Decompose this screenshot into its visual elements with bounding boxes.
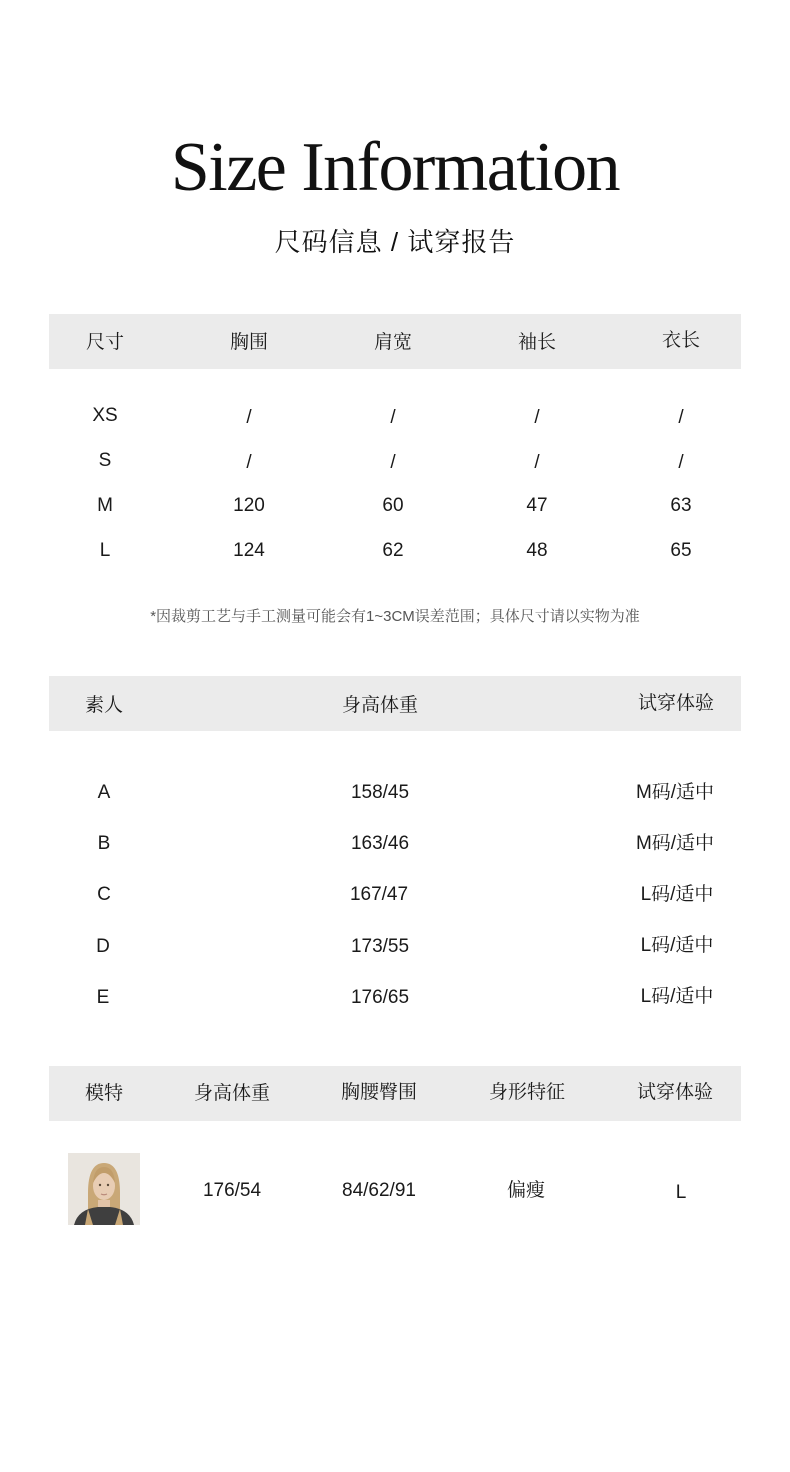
size-header-chest: 胸围 [229,332,269,353]
size-row-m-sleeve: 47 [526,495,548,516]
size-row-s-length: / [678,452,684,473]
size-row-m-size: M [97,495,113,516]
trial-row-a-person: A [97,782,111,803]
trial-row-d-person: D [96,936,110,957]
page-subtitle: 尺码信息 / 试穿报告 [274,227,516,257]
trial-row-b-fit: M码/适中 [635,833,715,854]
model-body-type: 偏瘦 [506,1180,546,1201]
model-header-fit: 试穿体验 [636,1082,714,1103]
size-row-m-shoulder: 60 [382,495,404,516]
trial-row-d-fit: L码/适中 [640,935,714,956]
size-header-sleeve: 袖长 [517,332,557,353]
size-row-m-chest: 120 [233,495,265,516]
size-row-s-shoulder: / [390,452,396,473]
size-row-xs-chest: / [246,407,252,428]
model-fit: L [675,1182,687,1203]
trial-row-b-height-weight: 163/46 [350,833,410,854]
model-portrait-icon [68,1153,140,1225]
model-header-body-type: 身形特征 [488,1082,566,1103]
size-row-xs-size: XS [92,405,118,426]
page-title: Size Information [170,129,620,206]
model-header-model: 模特 [84,1083,124,1104]
size-header-shoulder: 肩宽 [373,332,413,353]
size-row-s-chest: / [246,452,252,473]
trial-row-a-fit: M码/适中 [635,782,715,803]
size-row-l-length: 65 [670,540,692,561]
size-row-xs-sleeve: / [534,407,540,428]
trial-row-c-fit: L码/适中 [640,884,714,905]
model-header-height-weight: 身高体重 [193,1083,271,1104]
size-row-m-length: 63 [670,495,692,516]
trial-row-b-person: B [97,833,111,854]
model-photo [68,1153,140,1225]
trial-row-c-height-weight: 167/47 [349,884,409,905]
size-row-l-sleeve: 48 [526,540,548,561]
model-measurements: 84/62/91 [342,1180,416,1201]
size-row-l-size: L [99,540,111,561]
trial-row-e-person: E [96,987,110,1008]
trial-row-e-height-weight: 176/65 [350,987,410,1008]
size-row-xs-shoulder: / [390,407,396,428]
size-header-length: 衣长 [661,330,701,351]
trial-header-fit: 试穿体验 [637,693,715,714]
size-row-l-shoulder: 62 [382,540,404,561]
size-row-s-size: S [98,450,112,471]
model-height-weight: 176/54 [202,1180,262,1201]
trial-row-d-height-weight: 173/55 [350,936,410,957]
size-row-s-sleeve: / [534,452,540,473]
trial-header-person: 素人 [84,695,124,716]
trial-row-c-person: C [97,884,111,905]
model-header-measurements: 胸腰臀围 [340,1082,418,1103]
size-row-xs-length: / [678,407,684,428]
size-row-l-chest: 124 [233,540,265,561]
size-header-size: 尺寸 [85,332,125,353]
measurement-note: *因裁剪工艺与手工测量可能会有1~3CM误差范围；具体尺寸请以实物为准 [150,608,640,625]
trial-row-e-fit: L码/适中 [640,986,714,1007]
trial-row-a-height-weight: 158/45 [350,782,410,803]
trial-header-height-weight: 身高体重 [341,695,419,716]
